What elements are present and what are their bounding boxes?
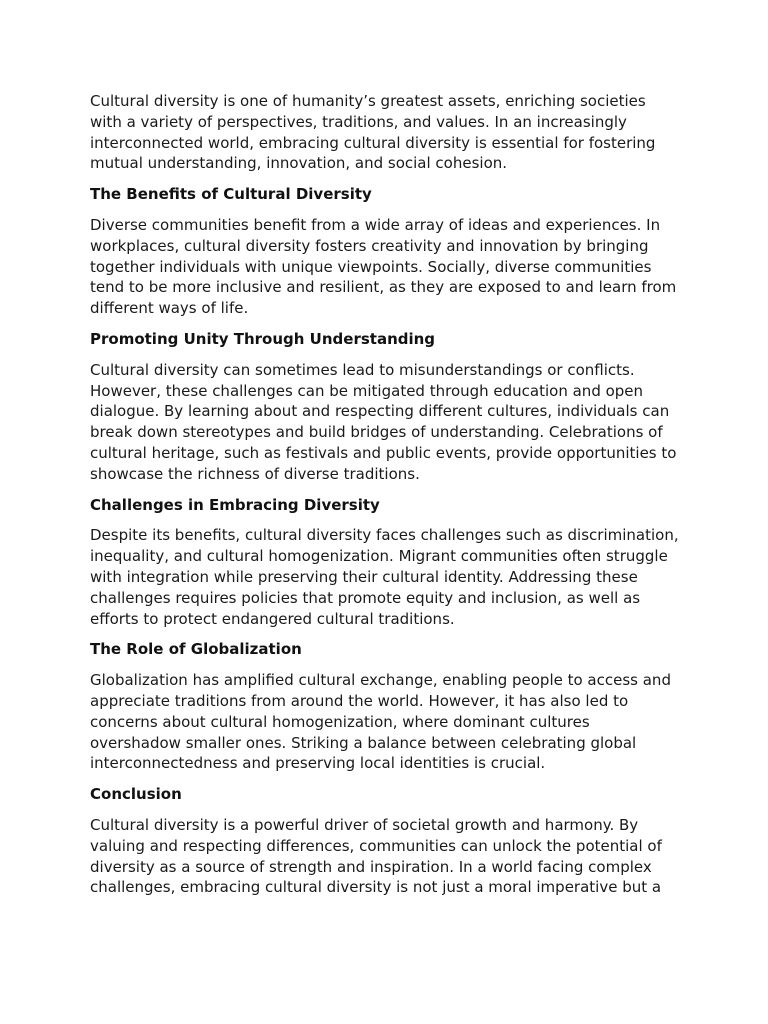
section-paragraph-globalization: Globalization has amplified cultural exchange, enabling people to access and appreciate traditions from around the world. However, it has also led to concerns about cultural homogenization, where dominant cultures overshadow smaller ones. Striking a balance between celebrating global interconnectedness and preserving local identities is crucial. [90,671,671,773]
section-paragraph-conclusion: Cultural diversity is a powerful driver of societal growth and harmony. By valuing and respecting differences, communities can unlock the potential of diversity as a source of strength and inspiration. In a world facing complex challenges, embracing cultural diversity is not just a moral imperative but a [90,815,662,897]
section-paragraph-benefits: Diverse communities benefit from a wide array of ideas and experiences. In workplaces, cultural diversity fosters creativity and innovation by bringing together individuals with unique viewpoints. Socially, diverse communities tend to be more inclusive and resilient, as they are exposed to and learn from different ways of life. [90,215,677,318]
section-heading-globalization: The Role of Globalization [90,640,302,659]
intro-paragraph: Cultural diversity is one of humanity’s greatest assets, enriching societies with a variety of perspectives, traditions, and values. In an increasingly interconnected world, embracing cultural diversity is essential for fostering mutual understanding, innovation, and social cohesion. [90,92,656,173]
section-heading-challenges: Challenges in Embracing Diversity [90,495,380,514]
section-heading-benefits: The Benefits of Cultural Diversity [90,185,372,204]
section-heading-conclusion: Conclusion [90,785,182,804]
section-paragraph-unity: Cultural diversity can sometimes lead to misunderstandings or conflicts. However, these challenges can be mitigated through education and open dialogue. By learning about and respecting different cultures, individuals can break down stereotypes and build bridges of understanding. Celebrations of cultural heritage, such as festivals and public events, provide opportunities to showcase the richness of diverse traditions. [90,360,677,483]
section-paragraph-challenges: Despite its benefits, cultural diversity faces challenges such as discrimination, inequality, and cultural homogenization. Migrant communities often struggle with integration while preserving their cultural identity. Addressing these challenges requires policies that promote equity and inclusion, as well as efforts to protect endangered cultural traditions. [90,526,679,628]
document-page [90,91,682,908]
section-heading-unity: Promoting Unity Through Understanding [90,329,436,348]
